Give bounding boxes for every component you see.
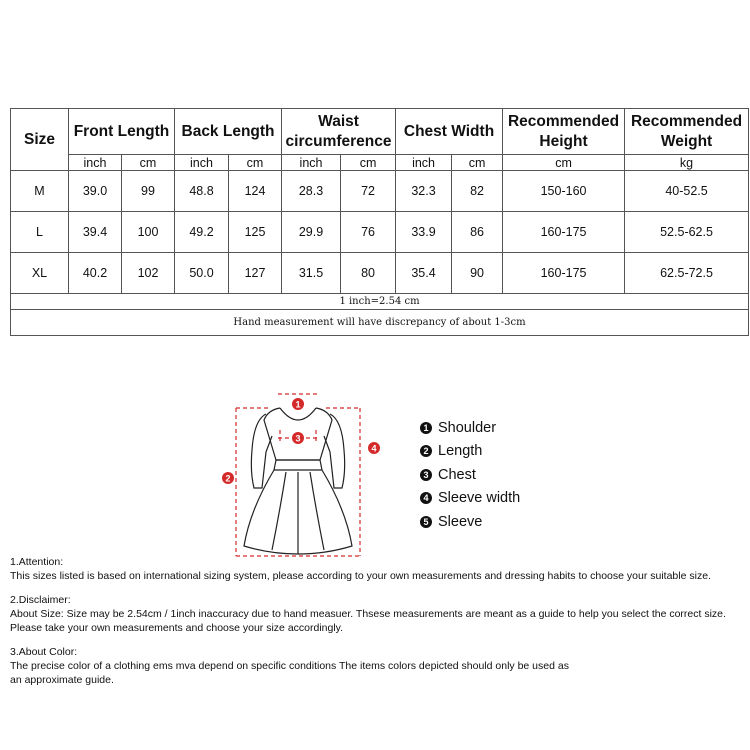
header-back-length: Back Length [175,109,282,155]
table-cell: 35.4 [396,253,452,294]
table-cell: 28.3 [282,171,341,212]
units-row [11,155,749,171]
header-rec-weight-line1: Recommended [630,112,743,130]
table-cell: 124 [229,171,282,212]
legend-number: 3 [420,469,432,481]
legend-label: Shoulder [438,419,497,436]
legend-label: Length [438,443,483,460]
marker-1 [292,398,304,410]
table-row-l [11,212,749,253]
legend-item-sleeve-width [420,487,520,511]
table-cell: 99 [122,171,175,212]
table-cell: XL [11,253,69,294]
legend-number: 5 [420,516,432,528]
table-cell: 127 [229,253,282,294]
legend-item-chest [420,463,520,487]
unit-cell: cm [341,155,396,171]
table-cell: 33.9 [396,212,452,253]
attention-section [10,555,748,583]
table-cell: 40.2 [69,253,122,294]
dress-outline [244,408,352,554]
table-row-m [11,171,749,212]
marker-2-label: 2 [225,473,231,484]
unit-cell: inch [175,155,229,171]
header-front-length: Front Length [69,109,175,155]
table-cell: 72 [341,171,396,212]
marker-3 [292,432,304,444]
header-recommended-height [503,109,625,155]
conversion-note: 1 inch=2.54 cm [11,294,749,310]
disclaimer-title: 2.Disclaimer: [10,594,71,606]
unit-cell: inch [282,155,341,171]
attention-title: 1.Attention: [10,556,64,568]
table-cell: 86 [452,212,503,253]
table-cell: 32.3 [396,171,452,212]
attention-text: This sizes listed is based on international sizing system, please according to your own measurements and dressing habits to choose your suitable size. [10,570,711,582]
measure-note-row [11,310,749,336]
table-cell: 50.0 [175,253,229,294]
legend-item-shoulder [420,416,520,440]
table-cell: 125 [229,212,282,253]
table-cell: 90 [452,253,503,294]
table-cell: L [11,212,69,253]
legend-number: 2 [420,445,432,457]
legend-item-sleeve [420,510,520,534]
disclaimer-section [10,593,748,635]
header-waist [282,109,396,155]
header-chest-width: Chest Width [396,109,503,155]
table-cell: 39.0 [69,171,122,212]
legend-label: Sleeve [438,513,483,530]
table-row-xl [11,253,749,294]
color-text-1: The precise color of a clothing ems mva depend on specific conditions The items colors depicted should only be used as [10,660,569,672]
table-cell: 49.2 [175,212,229,253]
table-cell: 52.5-62.5 [625,212,749,253]
table-cell: 150-160 [503,171,625,212]
table-cell: 31.5 [282,253,341,294]
marker-1-label: 1 [295,399,301,410]
header-rec-height-line2: Height [539,132,588,150]
unit-cell: cm [503,155,625,171]
size-notes [10,555,748,697]
dress-measurement-figure [210,380,390,560]
marker-4 [368,442,380,454]
measurement-legend [420,416,520,534]
table-cell: 160-175 [503,253,625,294]
legend-number: 4 [420,492,432,504]
legend-item-length [420,440,520,464]
color-text-2: an approximate guide. [10,674,114,686]
unit-cell: inch [69,155,122,171]
table-cell: 82 [452,171,503,212]
table-header-row [11,109,749,155]
unit-cell: inch [396,155,452,171]
table-cell: 100 [122,212,175,253]
table-cell: 80 [341,253,396,294]
table-cell: 76 [341,212,396,253]
marker-4-label: 4 [371,443,377,454]
header-recommended-weight [625,109,749,155]
table-cell: 39.4 [69,212,122,253]
marker-2 [222,472,234,484]
unit-cell: cm [122,155,175,171]
color-section [10,645,748,687]
table-cell: 102 [122,253,175,294]
disclaimer-text-1: About Size: Size may be 2.54cm / 1inch inaccuracy due to hand measuer. Thsese measurements are meant as a guide to help you select the correct size. [10,608,726,620]
size-chart-table [10,108,749,336]
legend-label: Sleeve width [438,490,521,507]
table-cell: M [11,171,69,212]
header-rec-weight-line2: Weight [660,132,713,150]
header-size: Size [11,109,69,171]
unit-cell: kg [625,155,749,171]
table-cell: 40-52.5 [625,171,749,212]
color-title: 3.About Color: [10,646,78,658]
disclaimer-text-2: Please take your own measurements and choose your size accordingly. [10,622,344,634]
legend-label: Chest [438,466,476,483]
conversion-note-row [11,294,749,310]
legend-number: 1 [420,422,432,434]
unit-cell: cm [452,155,503,171]
table-cell: 48.8 [175,171,229,212]
measure-note: Hand measurement will have discrepancy of about 1-3cm [11,310,749,336]
header-waist-line2: circumference [285,132,392,150]
table-cell: 29.9 [282,212,341,253]
table-cell: 62.5-72.5 [625,253,749,294]
table-cell: 160-175 [503,212,625,253]
unit-cell: cm [229,155,282,171]
header-rec-height-line1: Recommended [507,112,620,130]
marker-3-label: 3 [295,433,301,444]
header-waist-line1: Waist [318,112,359,130]
